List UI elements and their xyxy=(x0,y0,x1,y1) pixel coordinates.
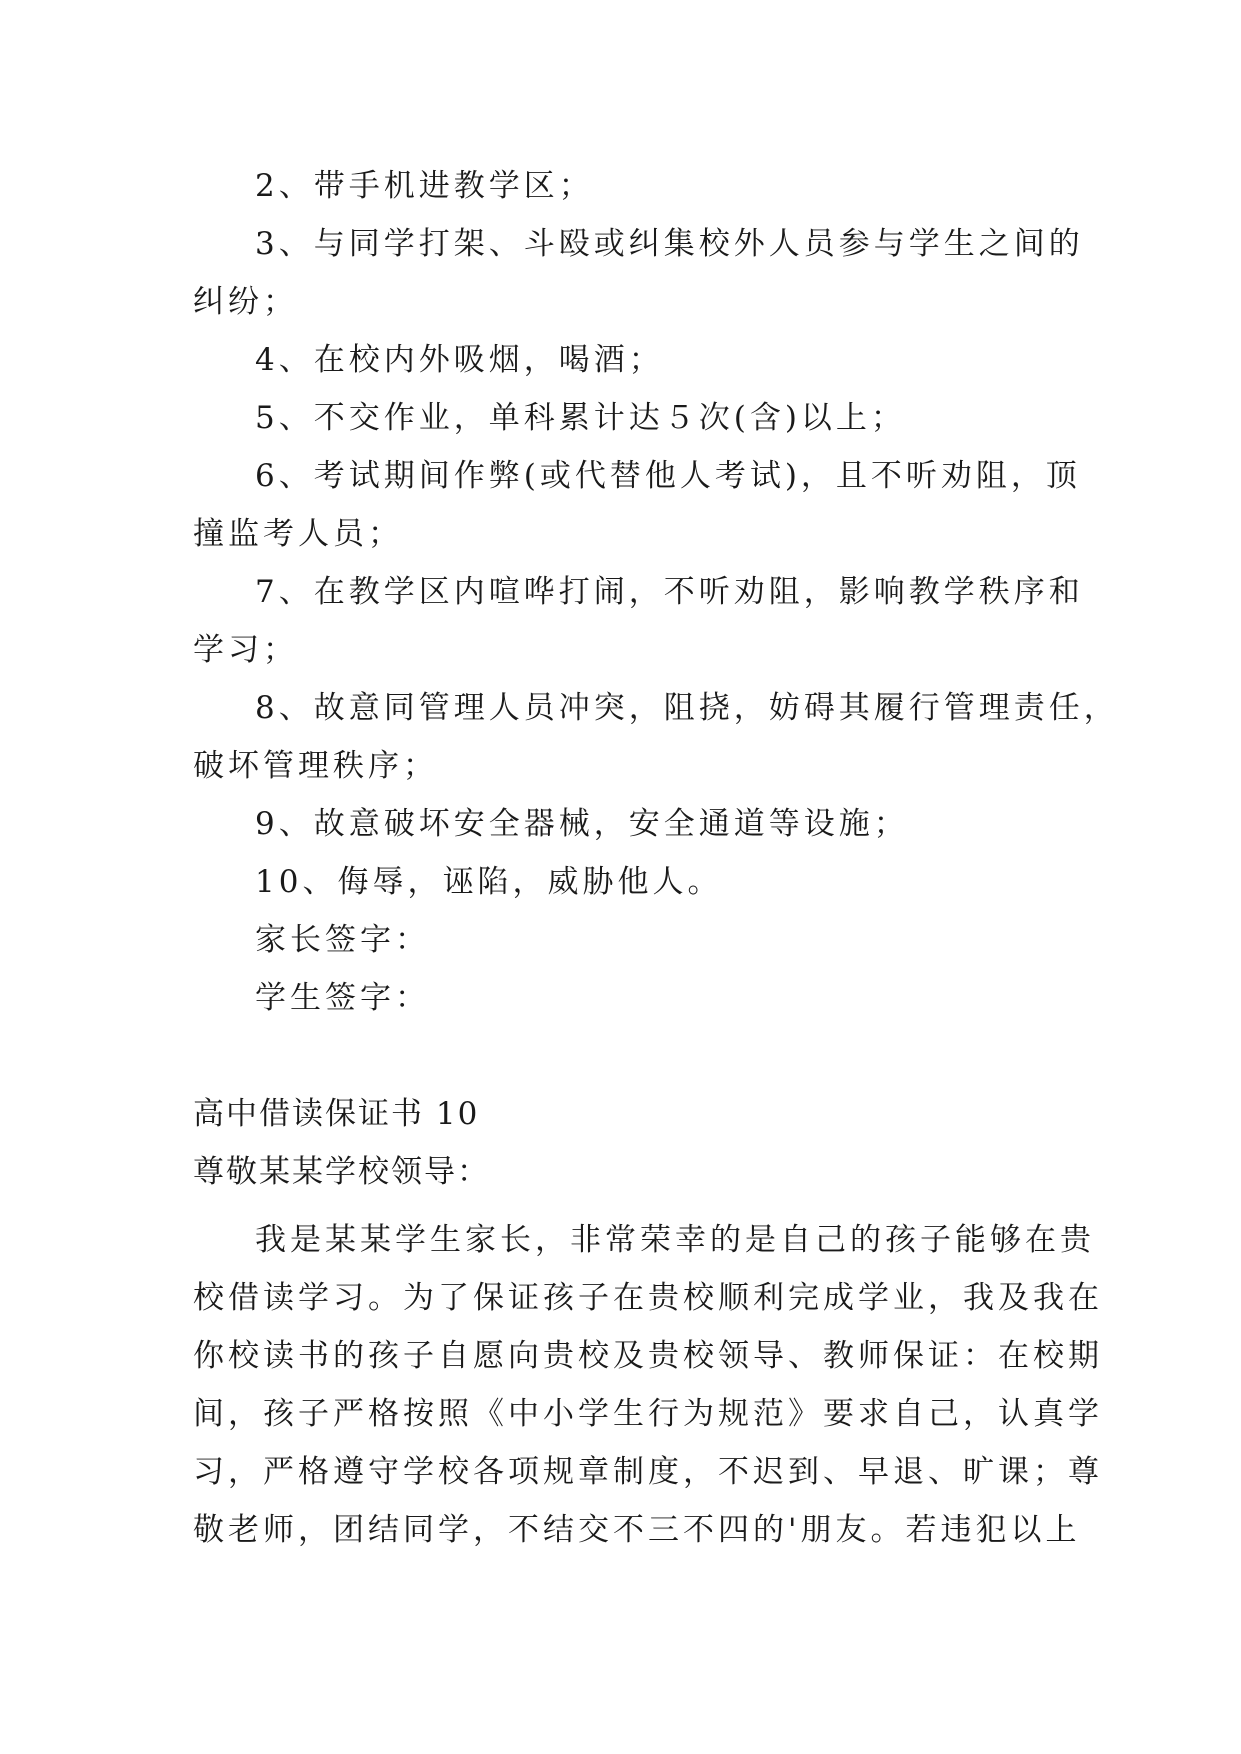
list-item: 6、考试期间作弊(或代替他人考试)，且不听劝阻，顶 xyxy=(255,458,1081,494)
list-item: 2、带手机进教学区； xyxy=(255,168,594,204)
list-item-continuation: 破坏管理秩序； xyxy=(193,748,438,784)
list-item-continuation: 撞监考人员； xyxy=(193,516,403,552)
list-item-continuation: 学习； xyxy=(193,632,298,668)
body-line: 你校读书的孩子自愿向贵校及贵校领导、教师保证：在校期 xyxy=(193,1338,1103,1374)
student-signature-label: 学生签字： xyxy=(255,980,430,1016)
list-item: 8、故意同管理人员冲突，阻挠，妨碍其履行管理责任， xyxy=(255,690,1119,726)
list-item: 10、侮辱，诬陷，威胁他人。 xyxy=(255,864,723,900)
body-line: 敬老师，团结同学，不结交不三不四的'朋友。若违犯以上 xyxy=(193,1512,1081,1548)
list-item: 5、不交作业，单科累计达５次(含)以上； xyxy=(255,400,906,436)
list-item-continuation: 纠纷； xyxy=(193,284,298,320)
body-line: 我是某某学生家长，非常荣幸的是自己的孩子能够在贵 xyxy=(255,1222,1095,1258)
section-title: 高中借读保证书 10 xyxy=(193,1096,480,1132)
body-line: 习，严格遵守学校各项规章制度，不迟到、早退、旷课；尊 xyxy=(193,1454,1103,1490)
body-line: 间，孩子严格按照《中小学生行为规范》要求自己，认真学 xyxy=(193,1396,1103,1432)
parent-signature-label: 家长签字： xyxy=(255,922,430,958)
body-line: 校借读学习。为了保证孩子在贵校顺利完成学业，我及我在 xyxy=(193,1280,1103,1316)
list-item: 3、与同学打架、斗殴或纠集校外人员参与学生之间的 xyxy=(255,226,1084,262)
list-item: 4、在校内外吸烟，喝酒； xyxy=(255,342,664,378)
list-item: 7、在教学区内喧哗打闹，不听劝阻，影响教学秩序和 xyxy=(255,574,1084,610)
salutation: 尊敬某某学校领导： xyxy=(193,1154,490,1190)
list-item: 9、故意破坏安全器械，安全通道等设施； xyxy=(255,806,909,842)
